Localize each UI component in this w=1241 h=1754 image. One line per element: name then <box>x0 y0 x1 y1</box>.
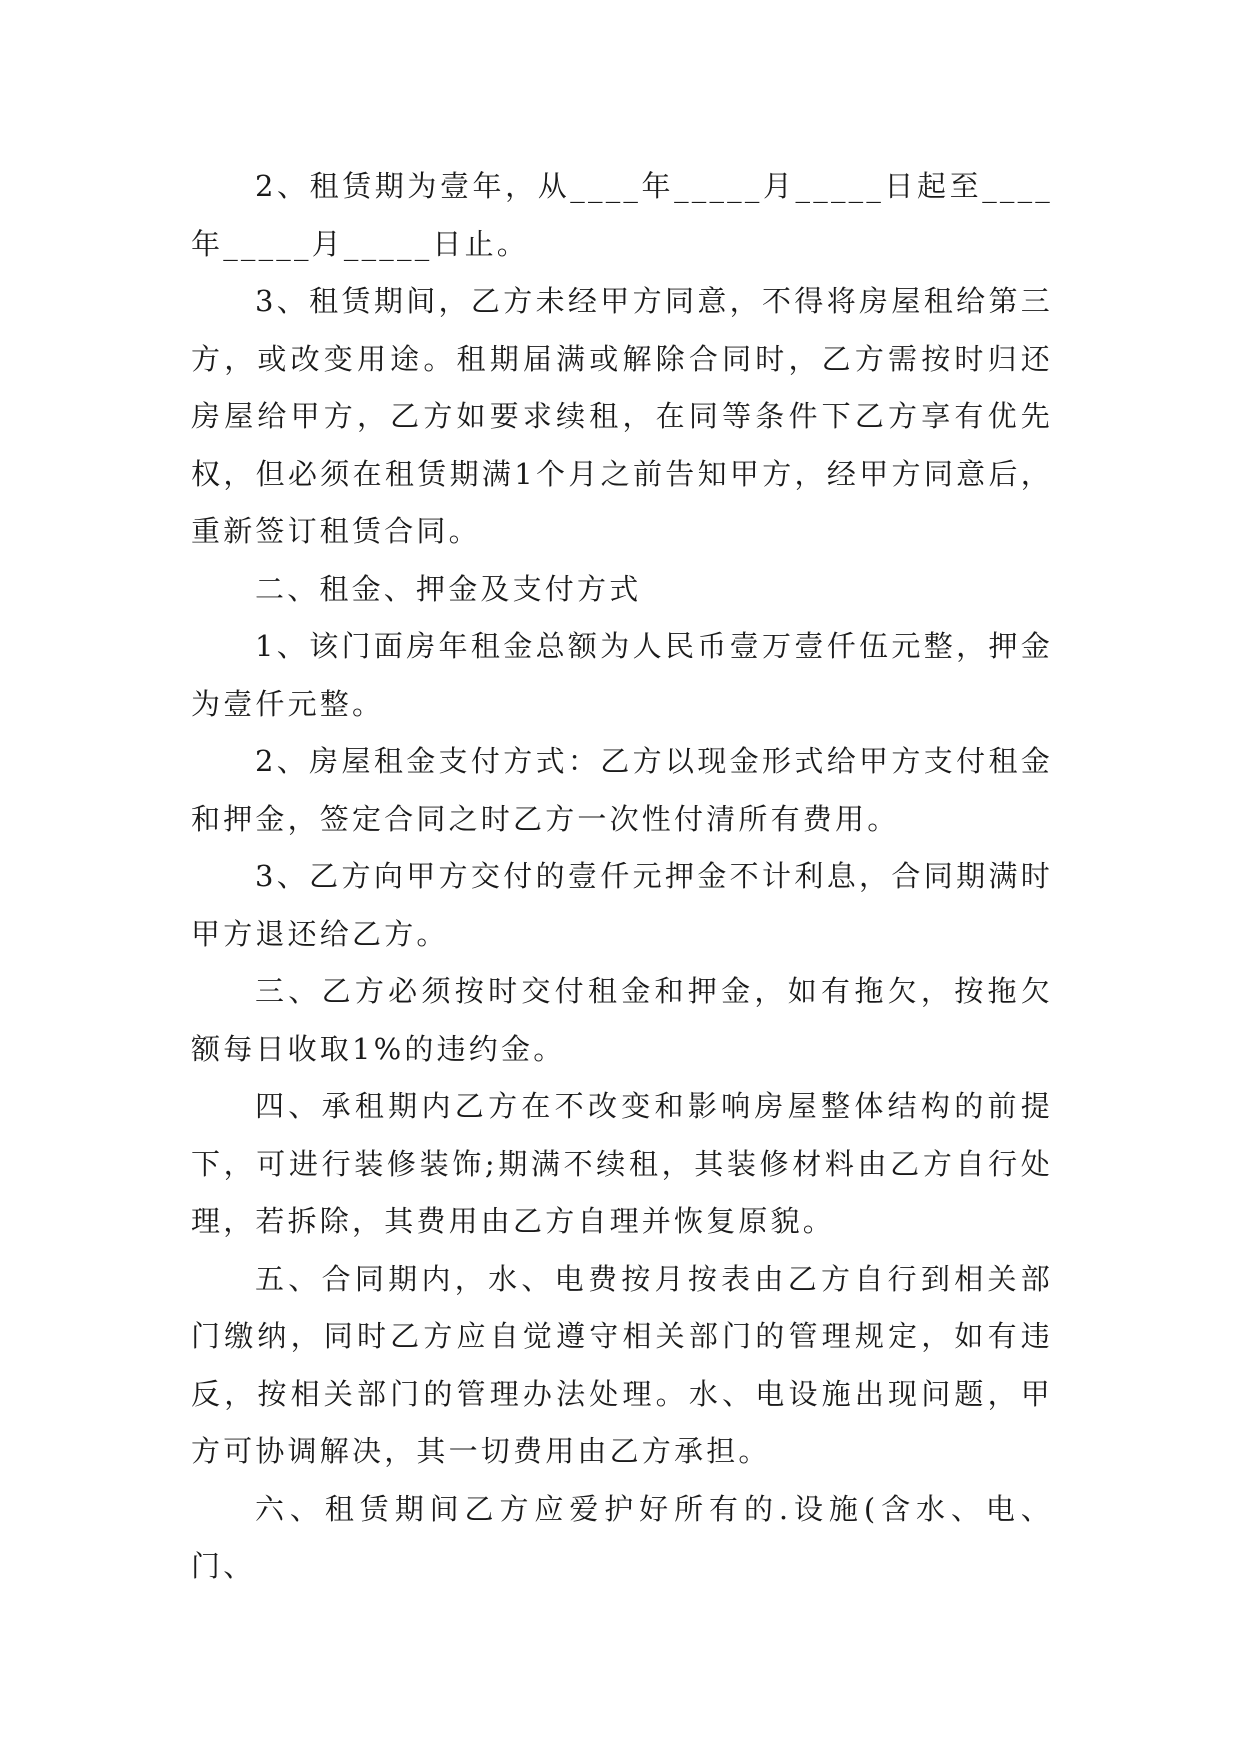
paragraph-deposit-refund: 3、乙方向甲方交付的壹仟元押金不计利息，合同期满时甲方退还给乙方。 <box>191 859 1053 951</box>
paragraph-facilities: 六、租赁期间乙方应爱护好所有的.设施(含水、电、门、 <box>191 1491 1053 1583</box>
paragraph-renovation: 四、承租期内乙方在不改变和影响房屋整体结构的前提下，可进行装修装饰;期满不续租，其装修材料由乙方自行处理，若拆除，其费用由乙方自理并恢复原貌。 <box>191 1089 1053 1238</box>
document-body <box>191 158 1053 1596</box>
paragraph-late-fee: 三、乙方必须按时交付租金和押金，如有拖欠，按拖欠额每日收取1%的违约金。 <box>191 974 1053 1066</box>
paragraph-lease-term: 2、租赁期为壹年，从____年_____月_____日起至____年_____月_____日止。 <box>191 169 1053 261</box>
section-heading-rent-deposit: 二、租金、押金及支付方式 <box>255 571 642 606</box>
paragraph-utilities: 五、合同期内，水、电费按月按表由乙方自行到相关部门缴纳，同时乙方应自觉遵守相关部门的管理规定，如有违反，按相关部门的管理办法处理。水、电设施出现问题，甲方可协调解决，其一切费用由乙方承担。 <box>191 1261 1053 1468</box>
paragraph-sublet-renewal: 3、租赁期间，乙方未经甲方同意，不得将房屋租给第三方，或改变用途。租期届满或解除合同时，乙方需按时归还房屋给甲方，乙方如要求续租，在同等条件下乙方享有优先权，但必须在租赁期满1个月之前告知甲方，经甲方同意后，重新签订租赁合同。 <box>191 284 1053 548</box>
paragraph-rent-amount: 1、该门面房年租金总额为人民币壹万壹仟伍元整，押金为壹仟元整。 <box>191 629 1053 721</box>
paragraph-payment-method: 2、房屋租金支付方式：乙方以现金形式给甲方支付租金和押金，签定合同之时乙方一次性付清所有费用。 <box>191 744 1053 836</box>
